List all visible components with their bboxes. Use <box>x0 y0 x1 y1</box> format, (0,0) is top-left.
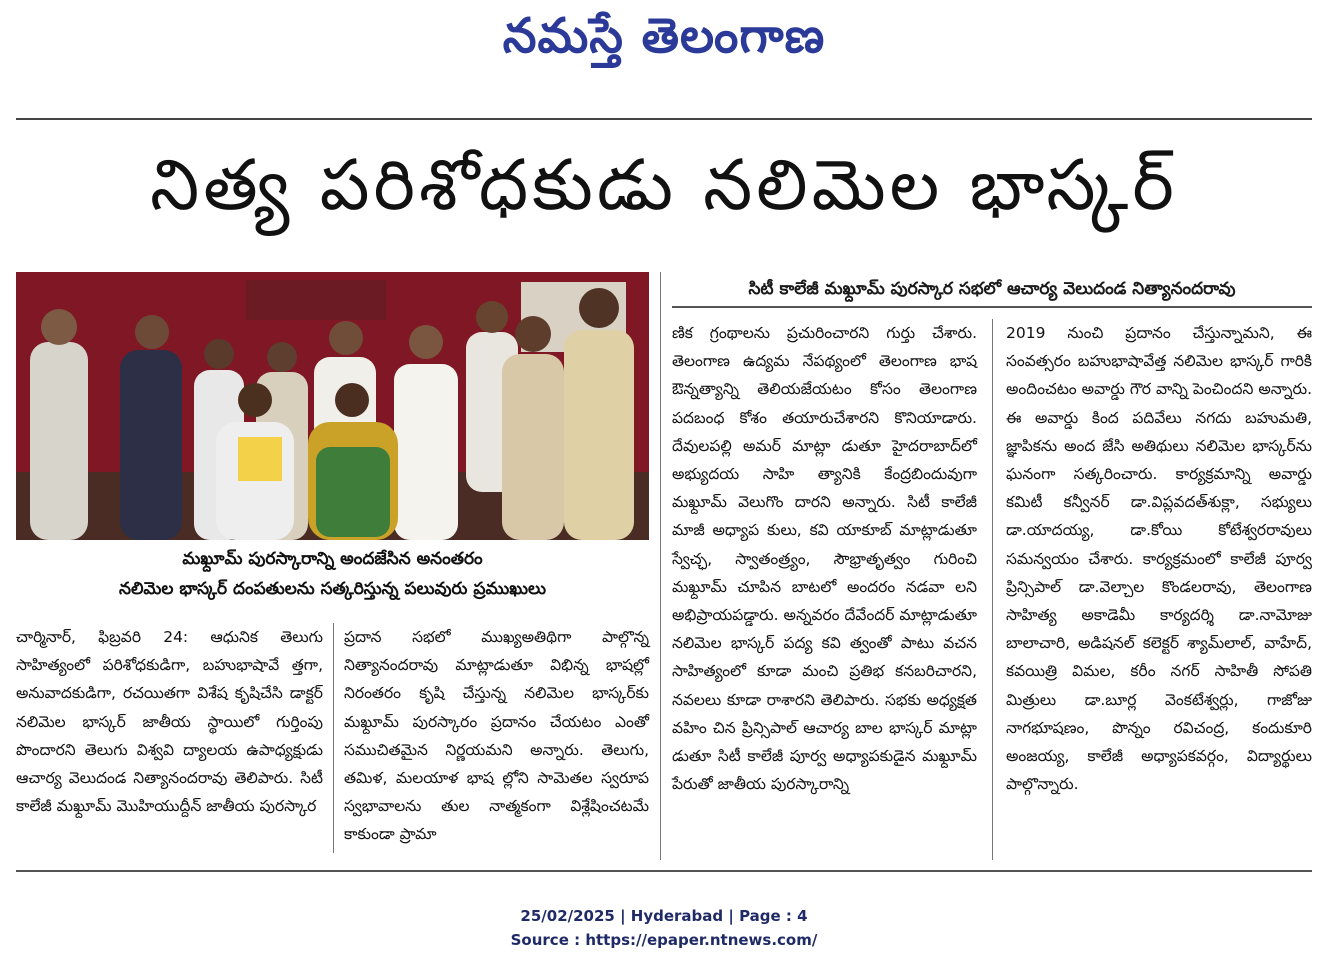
headline: నిత్య పరిశోధకుడు నలిమెల భాస్కర్ <box>150 144 1178 226</box>
event-photo <box>16 272 649 540</box>
sub-headline: సిటీ కాలేజీ మఖ్దూమ్ పురస్కార సభలో ఆచార్య వెలుదండ నిత్యానందరావు <box>672 272 1312 308</box>
article-column-1 <box>16 623 323 820</box>
column-divider <box>333 623 334 853</box>
caption-line-2: నలిమెల భాస్కర్ దంపతులను సత్కరిస్తున్న పలువురు ప్రముఖులు <box>119 579 546 599</box>
column-text: 2019 నుంచి ప్రదానం చేస్తున్నామని, ఈ సంవత్సరం బహుభాషావేత్త నలిమెల భాస్కర్ గారికి అందించటం అవార్డు గౌర వాన్ని పెంచిందని అన్నారు. ఈ అవార్డు కింద పదివేలు నగదు బహుమతి, జ్ఞాపికను అంద జేసి అతిథులు నలిమెల భాస్కర్‌ను ఘనంగా సత్కరించారు. కార్యక్రమాన్ని అవార్డు కమిటీ కన్వీనర్ డా.విప్లవదత్‌శుక్లా, సభ్యులు డా.యాదయ్య, డా.కోయి కోటేశ్వరరావులు సమన్వయం చేశారు. కార్యక్రమంలో కాలేజీ పూర్వ ప్రిన్సిపాల్ డా.వెల్చాల కొండలరావు, తెలంగాణ సాహిత్య అకాడెమీ కార్యదర్శి డా.నామోజు బాలాచారి, అడిషనల్ కలెక్టర్ శ్యామ్‌లాల్, వాహేద్, కవయిత్రి విమల, కరీం నగర్ సాహితీ సోపతి మిత్రులు డా.బూర్ల వెంకటేశ్వర్లు, గాజోజు నాగభూషణం, పొన్నం రవిచంద్ర, కందుకూరి అంజయ్య, కాలేజీ అధ్యాపకవర్గం, విద్యార్థులు పాల్గొన్నారు. <box>1006 324 1312 794</box>
photo-illustration <box>16 272 649 540</box>
photo-caption <box>16 544 649 610</box>
column-text: ణిక గ్రంథాలను ప్రచురించారని గుర్తు చేశారు. తెలంగాణ ఉద్యమ నేపథ్యంలో తెలంగాణ భాష ఔన్నత్యాన్ని తెలియజేయటం కోసం తెలంగాణ పదబంధ కోశం తయారుచేశారని కొనియాడారు. దేవులపల్లి అమర్ మాట్లా డుతూ హైదరాబాద్‌లో అభ్యుదయ సాహి త్యానికి కేంద్రబిందువుగా మఖ్దూమ్ వెలుగొం దారని అన్నారు. సిటీ కాలేజీ మాజీ అధ్యాప కులు, కవి యాకూబ్ మాట్లాడుతూ స్వేచ్ఛ, స్వాతంత్ర్యం, సౌభ్రాతృత్వం గురించి మఖ్దూమ్ చూపిన బాటలో అందరం నడవా లని అభిప్రాయపడ్డారు. అన్నవరం దేవేందర్ మాట్లాడుతూ నలిమెల భాస్కర్ పద్య కవి త్వంతో పాటు వచన సాహిత్యంలో కూడా మంచి ప్రతిభ కనబరిచారని, నవలలు కూడా రాశారని తెలిపారు. సభకు అధ్యక్షత వహిం చిన ప్రిన్సిపాల్ ఆచార్య బాల భాస్కర్ మాట్లా డుతూ సిటీ కాలేజీ పూర్వ అధ్యాపకుడైన మఖ్దూమ్ పేరుతో జాతీయ పురస్కారాన్ని <box>672 324 977 794</box>
column-divider <box>660 272 661 860</box>
article-column-3 <box>672 319 977 798</box>
column-text: ప్రదాన సభలో ముఖ్యఅతిథిగా పాల్గొన్న నిత్యానందరావు మాట్లాడుతూ విభిన్న భాషల్లో నిరంతరం కృషి చేస్తున్న నలిమెల భాస్కర్‌కు మఖ్దూమ్ పురస్కారం ప్రదానం చేయటం ఎంతో సముచితమైన నిర్ణయమని అన్నారు. తెలుగు, తమిళ, మలయాళ భాష ల్లోని సామెతల స్వరూప స్వభావాలను తుల నాత్మకంగా విశ్లేషించటమే కాకుండా ప్రామా <box>344 628 649 844</box>
masthead-logo: నమస్తే తెలంగాణ <box>502 8 826 64</box>
top-rule <box>16 118 1312 120</box>
article-column-4 <box>1006 319 1312 798</box>
caption-line-1: మఖ్దూమ్ పురస్కారాన్ని అందజేసిన అనంతరం <box>182 549 483 569</box>
footer-source-link[interactable]: Source : https://epaper.ntnews.com/ <box>510 931 818 949</box>
column-text: చార్మినార్, ఫిబ్రవరి 24: ఆధునిక తెలుగు సాహిత్యంలో పరిశోధకుడిగా, బహుభాషావే త్తగా, అనువాదకుడిగా, రచయితగా విశేష కృషిచేసి డాక్టర్ నలిమెల భాస్కర్ జాతీయ స్థాయిలో గుర్తింపు పొందారని తెలుగు విశ్వవి ద్యాలయ ఉపాధ్యక్షుడు ఆచార్య వెలుదండ నిత్యానందరావు తెలిపారు. సిటీ కాలేజీ మఖ్దూమ్ మొహియుద్దీన్ జాతీయ పురస్కార <box>16 628 323 816</box>
footer-date-line: 25/02/2025 | Hyderabad | Page : 4 <box>520 907 808 925</box>
column-divider <box>992 319 993 860</box>
article-column-2 <box>344 623 649 849</box>
bottom-rule <box>16 870 1312 872</box>
page-footer <box>0 904 1328 952</box>
